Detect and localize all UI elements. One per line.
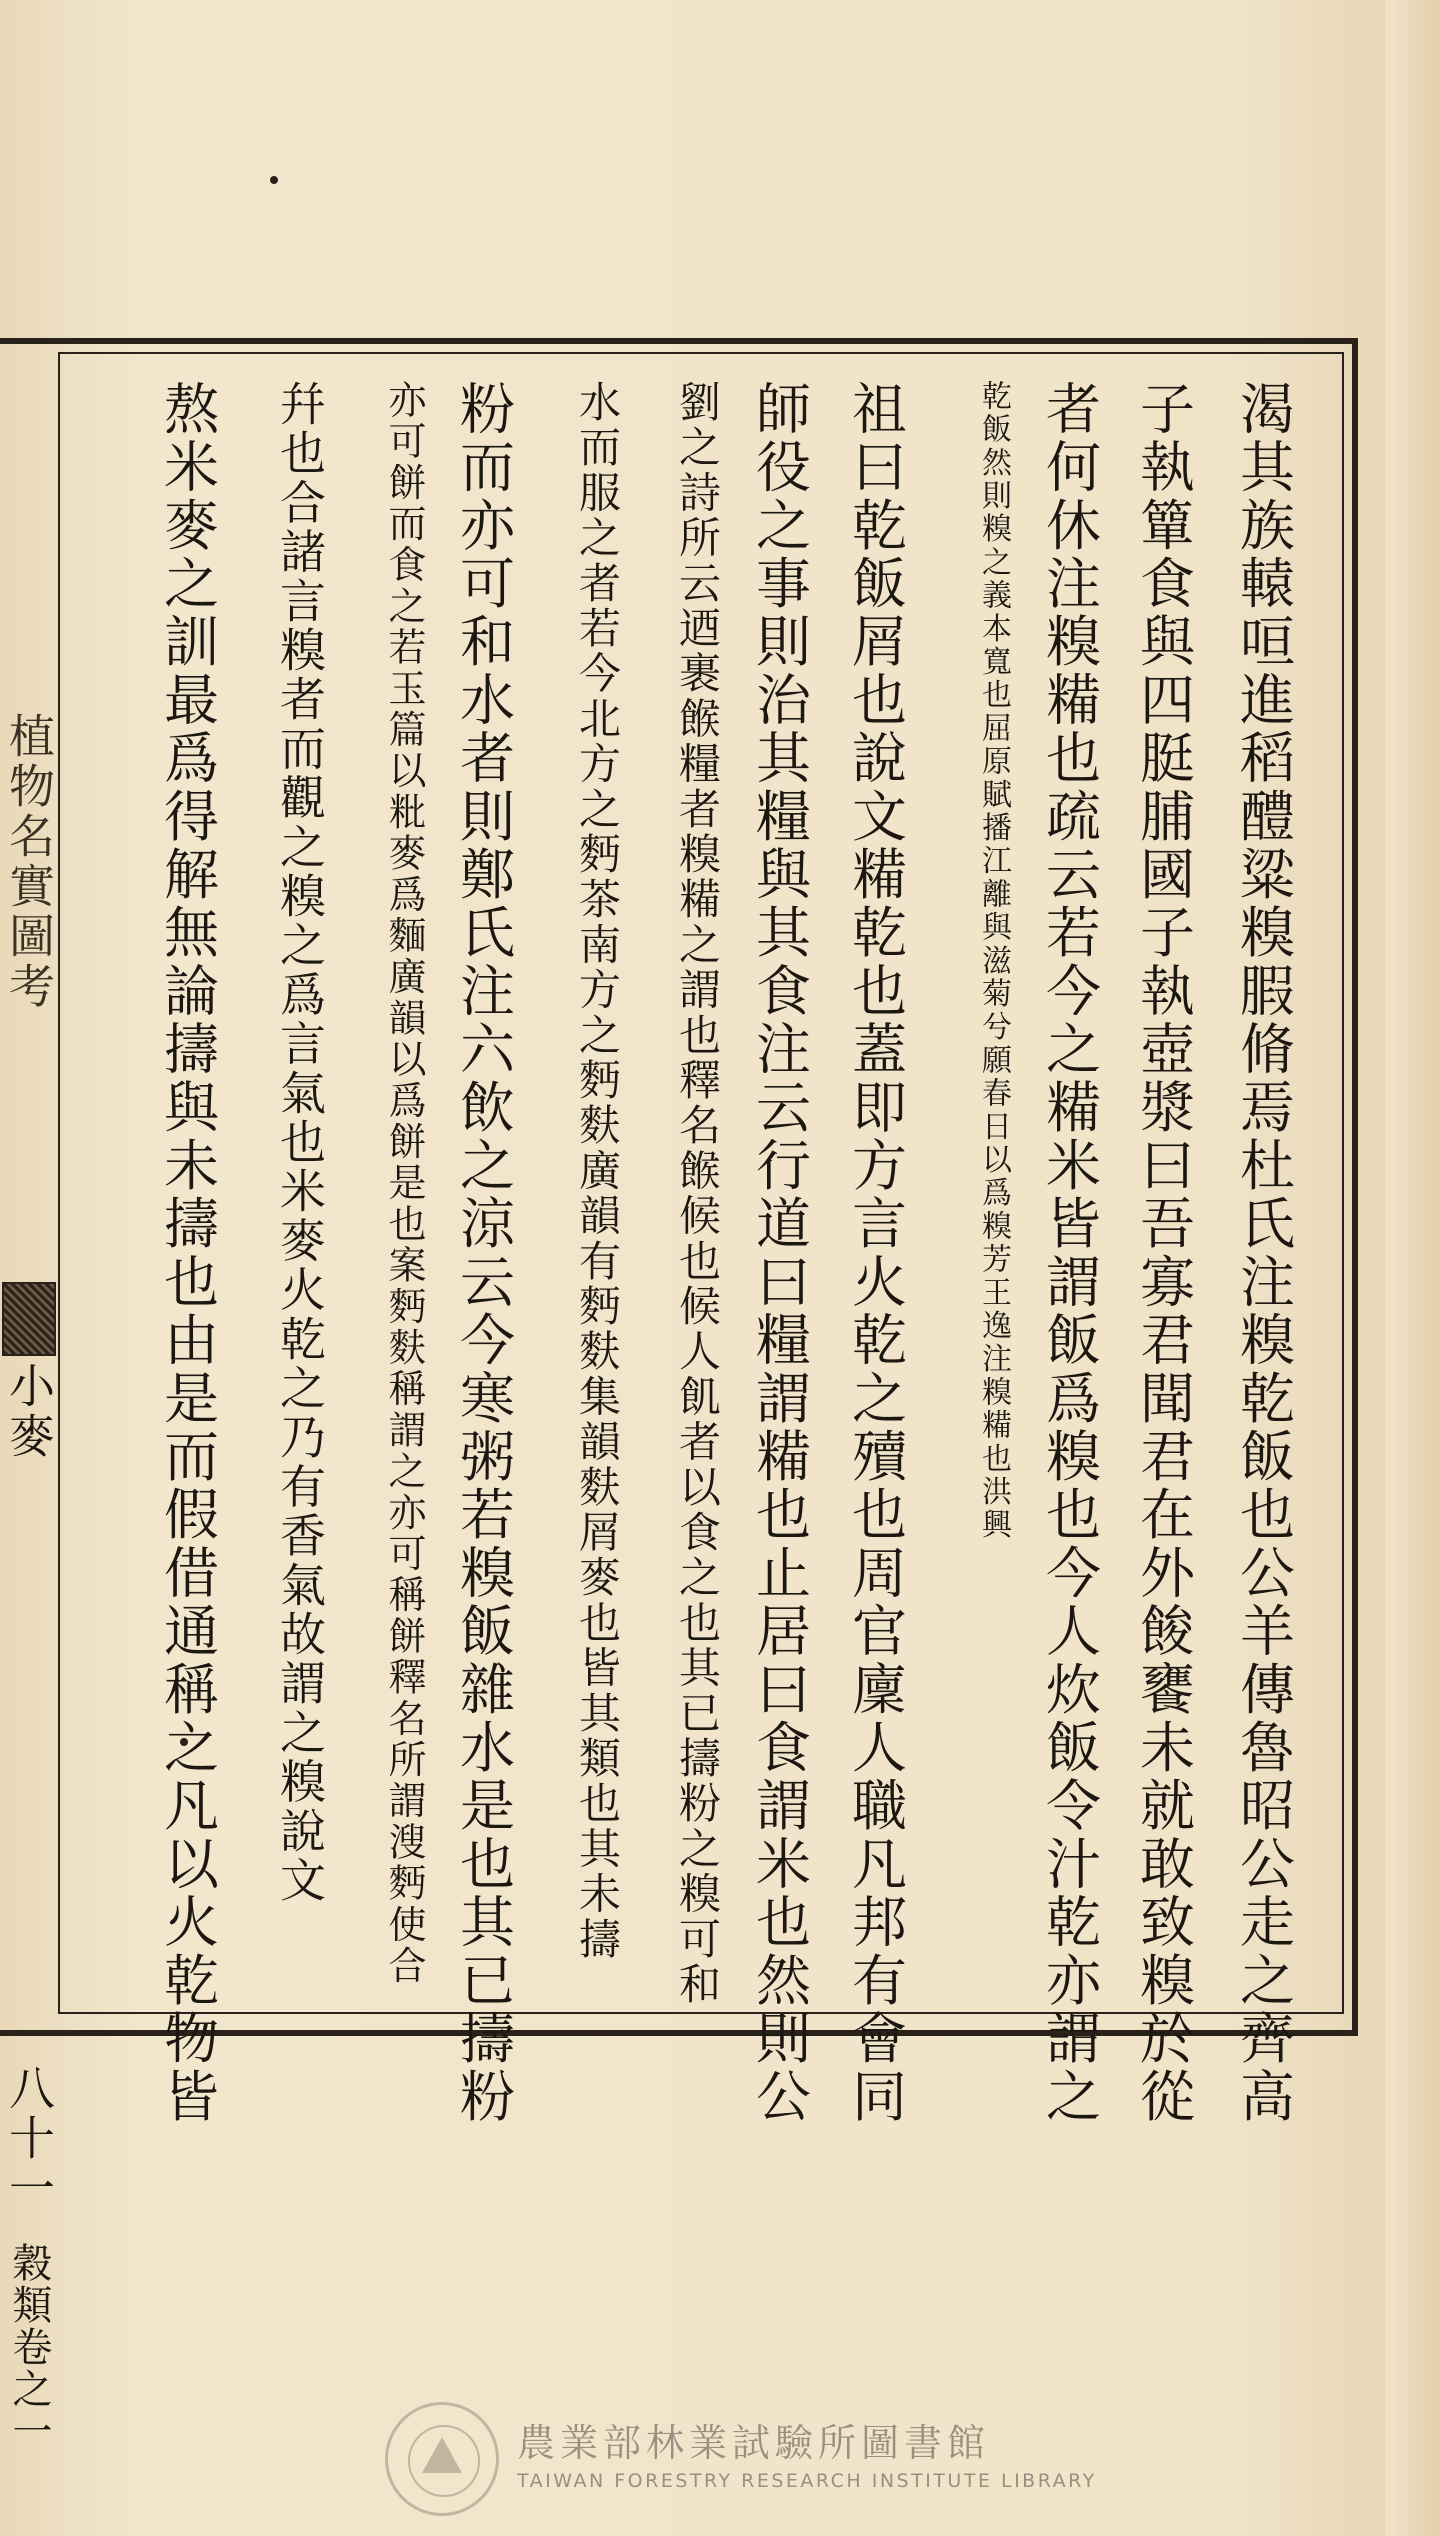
text-column-12: 熬米麥之訓最爲得解無論擣與未擣也由是而假借通稱之凡以火乾物皆 bbox=[155, 380, 219, 2126]
text-column-7: 劉之詩所云迺裹餱糧者糗糒之謂也釋名餱候也候人飢者以食之也其已擣粉之糗可和 bbox=[673, 380, 722, 2008]
text-column-2: 子執簞食與四脡脯國子執壺漿曰吾寡君聞君在外餕饔未就敢致糗於從 bbox=[1131, 380, 1195, 2126]
section-title: 小麥 bbox=[2, 1362, 56, 1462]
text-column-5: 祖曰乾飯屑也說文糒乾也蓋即方言火乾之殰也周官廩人職凡邦有會同 bbox=[843, 380, 907, 2126]
library-name-en: TAIWAN FORESTRY RESEARCH INSTITUTE LIBRARY bbox=[517, 2470, 1097, 2492]
ink-speck bbox=[270, 176, 278, 184]
text-column-3: 者何休注糗糒也疏云若今之糒米皆謂飯爲糗也今人炊飯令汁乾亦謂之 bbox=[1037, 380, 1101, 2126]
book-title: 植物名實圖考 bbox=[2, 712, 56, 1012]
page-fold bbox=[1385, 0, 1440, 2536]
text-column-1: 渴其族轅咺進稻醴粱糗腵脩焉杜氏注糗乾飯也公羊傳魯昭公走之齊高 bbox=[1231, 380, 1295, 2126]
library-name-zh: 農業部林業試驗所圖書館 bbox=[517, 2421, 991, 2465]
text-column-10: 亦可餅而食之若玉篇以粃麥爲麵廣韻以爲餅是也案麪麩稱謂之亦可稱餅釋名所謂溲麪使合 bbox=[382, 380, 426, 1987]
text-column-4: 乾飯然則糗之義本寬也屈原賦播江離與滋菊兮願春日以爲糗芳王逸注糗糒也洪興 bbox=[976, 380, 1011, 1542]
page-number: 八十一 bbox=[2, 2064, 56, 2214]
library-stamp bbox=[385, 2402, 1105, 2518]
text-column-9: 粉而亦可和水者則鄭氏注六飲之涼云今寒粥若糗飯雜水是也其已擣粉 bbox=[451, 380, 515, 2126]
text-column-11: 幷也合諸言糗者而觀之糗之爲言氣也米麥火乾之乃有香氣故謂之糗說文 bbox=[273, 380, 327, 1906]
text-column-6: 師役之事則治其糧與其食注云行道曰糧謂糒也止居曰食謂米也然則公 bbox=[747, 380, 811, 2126]
seal-emblem-icon bbox=[385, 2402, 499, 2516]
text-column-8: 水而服之者若今北方之麪茶南方之麪麩廣韻有麪麩集韻麩屑麥也皆其類也其未擣 bbox=[573, 380, 622, 1962]
margin-strip bbox=[0, 352, 58, 2452]
volume-label: 穀類卷之一 bbox=[6, 2242, 52, 2452]
fishtail-mark-icon bbox=[2, 1282, 56, 1356]
